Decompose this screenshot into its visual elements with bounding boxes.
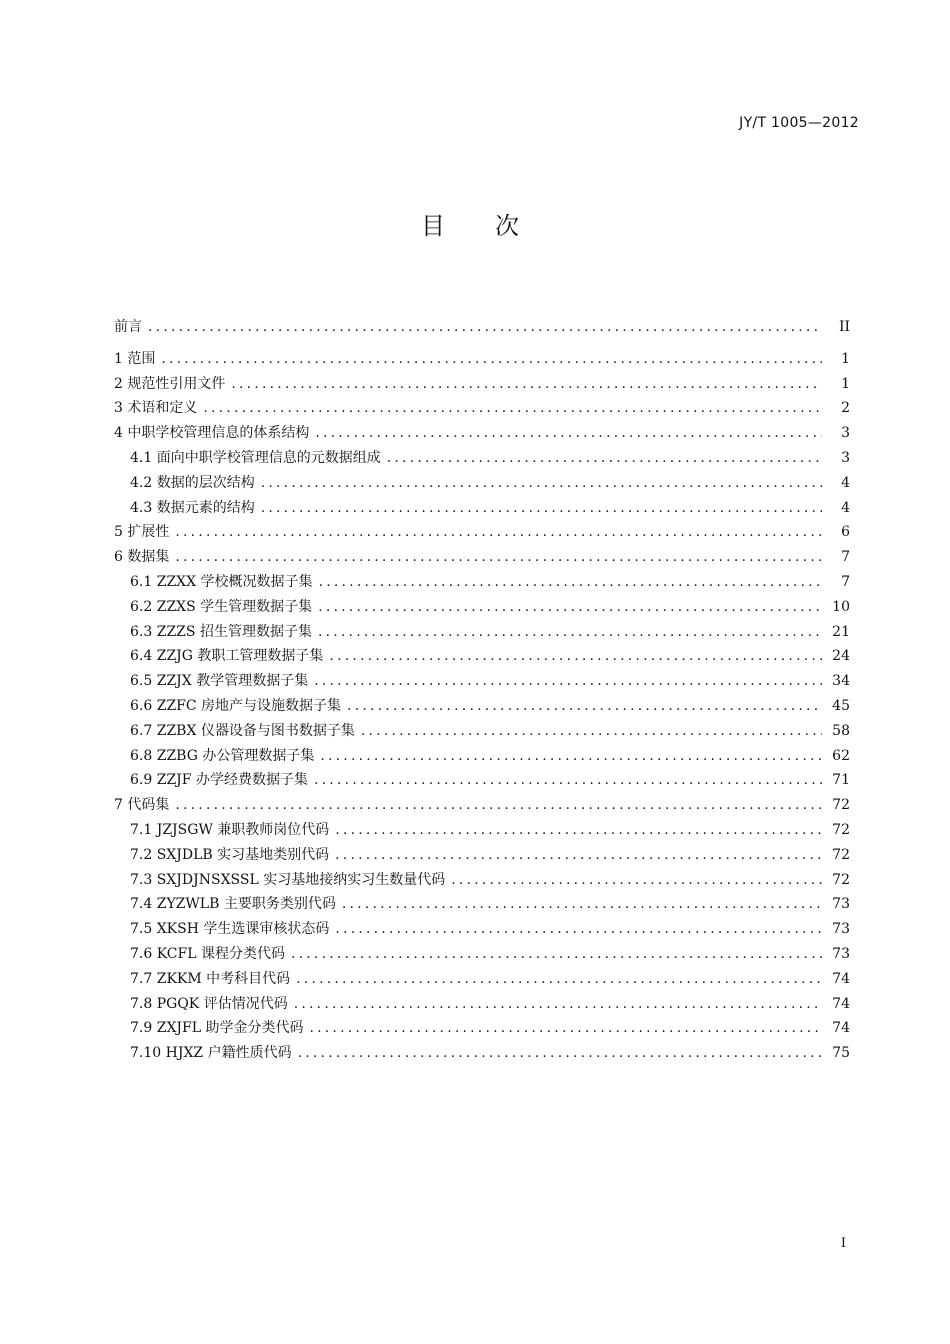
toc-subentry[interactable] (114, 497, 850, 522)
toc-subentry[interactable] (114, 596, 850, 621)
toc-entry-page: II (838, 319, 850, 335)
toc-leader-dots (175, 524, 822, 540)
toc-leader-dots (314, 772, 822, 788)
toc-entry[interactable] (114, 794, 850, 819)
toc-entry-page: 72 (832, 797, 850, 814)
toc-leader-dots (335, 921, 822, 937)
toc-leader-dots (318, 624, 822, 640)
toc-entry-page: 71 (832, 772, 850, 789)
page-title: 目次 (421, 212, 569, 240)
toc-entry-label: 4 中职学校管理信息的体系结构 (114, 425, 310, 442)
toc-entry-page: 1 (841, 375, 850, 392)
toc-entry-page: 34 (832, 673, 850, 690)
toc-entry-label: 6.9 ZZJF 办学经费数据子集 (130, 772, 308, 789)
toc-entry[interactable] (114, 348, 850, 373)
toc-entry-page: 1 (841, 350, 850, 367)
toc-leader-dots (335, 822, 822, 838)
toc-entry-page: 58 (832, 722, 850, 739)
toc-subentry[interactable] (114, 720, 850, 745)
toc-subentry[interactable] (114, 819, 850, 844)
toc-entry-label: 6.5 ZZJX 教学管理数据子集 (130, 673, 309, 690)
toc-leader-dots (291, 946, 822, 962)
toc-entry-page: 62 (832, 747, 850, 764)
toc-leader-dots (335, 847, 822, 863)
toc-entry-label: 7.8 PGQK 评估情况代码 (130, 995, 288, 1012)
toc-entry-label: 7.9 ZXJFL 助学金分类代码 (130, 1020, 304, 1037)
toc-entry-page: 73 (832, 896, 850, 913)
toc-subentry[interactable] (114, 769, 850, 794)
toc-entry-page: 21 (832, 623, 850, 640)
toc-subentry[interactable] (114, 447, 850, 472)
toc-entry-page: 4 (841, 474, 850, 491)
toc-entry[interactable] (114, 546, 850, 571)
toc-leader-dots (318, 599, 822, 615)
toc-entry-page: 72 (832, 821, 850, 838)
toc-entry-label: 7.5 XKSH 学生选课审核状态码 (130, 921, 330, 938)
toc-entry-label: 4.3 数据元素的结构 (130, 499, 255, 516)
toc-leader-dots (361, 723, 822, 739)
toc-entry-label: 7 代码集 (114, 797, 170, 814)
toc-entry-page: 3 (841, 449, 850, 466)
toc-leader-dots (261, 500, 822, 516)
toc-entry-label: 4.2 数据的层次结构 (130, 474, 255, 491)
table-of-contents (114, 316, 850, 1067)
toc-entry-label: 6.8 ZZBG 办公管理数据子集 (130, 747, 315, 764)
toc-leader-dots (387, 450, 822, 466)
toc-entry[interactable] (114, 373, 850, 398)
toc-entry-label: 6 数据集 (114, 549, 170, 566)
toc-entry-label: 7.4 ZYZWLB 主要职务类别代码 (130, 896, 336, 913)
toc-entry-label: 7.3 SXJDJNSXSSL 实习基地接纳实习生数量代码 (130, 871, 446, 888)
toc-leader-dots (298, 1045, 822, 1061)
toc-entry-page: 10 (832, 598, 850, 615)
toc-entry-label: 6.4 ZZJG 教职工管理数据子集 (130, 648, 324, 665)
toc-subentry[interactable] (114, 893, 850, 918)
toc-entry-label: 6.6 ZZFC 房地产与设施数据子集 (130, 697, 342, 714)
toc-leader-dots (296, 971, 822, 987)
toc-entry-page: 7 (841, 573, 850, 590)
toc-entry-page: 2 (841, 400, 850, 417)
toc-entry-page: 74 (832, 1020, 850, 1037)
toc-leader-dots (203, 400, 822, 416)
toc-entry-label: 3 术语和定义 (114, 400, 198, 417)
toc-subentry[interactable] (114, 670, 850, 695)
toc-entry-label: 2 规范性引用文件 (114, 375, 226, 392)
toc-entry-page: 24 (832, 648, 850, 665)
toc-subentry[interactable] (114, 918, 850, 943)
toc-leader-dots (347, 698, 822, 714)
toc-entry-page: 4 (841, 499, 850, 516)
toc-entry-label: 6.1 ZZXX 学校概况数据子集 (130, 573, 313, 590)
toc-subentry[interactable] (114, 745, 850, 770)
toc-subentry[interactable] (114, 695, 850, 720)
toc-entry-page: 73 (832, 945, 850, 962)
toc-entry-page: 75 (832, 1045, 850, 1062)
toc-entry-page: 72 (832, 846, 850, 863)
toc-subentry[interactable] (114, 993, 850, 1018)
toc-subentry[interactable] (114, 621, 850, 646)
toc-entry[interactable] (114, 397, 850, 422)
toc-entry-page: 6 (841, 524, 850, 541)
toc-subentry[interactable] (114, 645, 850, 670)
toc-entry-label: 6.7 ZZBX 仪器设备与图书数据子集 (130, 722, 355, 739)
toc-entry-page: 45 (832, 697, 850, 714)
toc-leader-dots (261, 475, 822, 491)
toc-leader-dots (342, 896, 822, 912)
toc-entry-page: 3 (841, 425, 850, 442)
toc-entry[interactable] (114, 316, 850, 341)
toc-entry-label: 7.2 SXJDLB 实习基地类别代码 (130, 846, 330, 863)
toc-entry-page: 74 (832, 995, 850, 1012)
toc-leader-dots (451, 872, 822, 888)
toc-subentry[interactable] (114, 943, 850, 968)
toc-entry[interactable] (114, 521, 850, 546)
toc-leader-dots (319, 574, 822, 590)
toc-entry-label: 7.6 KCFL 课程分类代码 (130, 945, 285, 962)
toc-leader-dots (148, 319, 822, 335)
toc-leader-dots (309, 1020, 822, 1036)
toc-leader-dots (161, 351, 822, 367)
toc-entry-label: 7.7 ZKKM 中考科目代码 (130, 970, 291, 987)
toc-entry-label: 6.2 ZZXS 学生管理数据子集 (130, 598, 313, 615)
toc-leader-dots (294, 996, 822, 1012)
toc-leader-dots (231, 376, 822, 392)
toc-entry-page: 72 (832, 871, 850, 888)
toc-entry-label: 4.1 面向中职学校管理信息的元数据组成 (130, 449, 381, 466)
toc-leader-dots (320, 748, 822, 764)
toc-subentry[interactable] (114, 968, 850, 993)
toc-subentry[interactable] (114, 844, 850, 869)
page-number: I (840, 1236, 846, 1251)
toc-leader-dots (314, 673, 822, 689)
toc-entry-label: 7.10 HJXZ 户籍性质代码 (130, 1045, 292, 1062)
toc-entry-page: 73 (832, 921, 850, 938)
document-code: JY/T 1005—2012 (739, 115, 859, 131)
toc-entry-page: 74 (832, 970, 850, 987)
toc-entry-label: 7.1 JZJSGW 兼职教师岗位代码 (130, 821, 330, 838)
toc-leader-dots (315, 425, 822, 441)
toc-leader-dots (175, 549, 822, 565)
toc-subentry[interactable] (114, 869, 850, 894)
toc-entry-page: 7 (841, 549, 850, 566)
toc-leader-dots (329, 648, 822, 664)
toc-subentry[interactable] (114, 1042, 850, 1067)
toc-entry-label: 前言 (114, 319, 142, 335)
toc-subentry[interactable] (114, 571, 850, 596)
toc-entry-label: 6.3 ZZZS 招生管理数据子集 (130, 623, 312, 640)
toc-subentry[interactable] (114, 472, 850, 497)
toc-subentry[interactable] (114, 1017, 850, 1042)
toc-entry-label: 1 范围 (114, 350, 156, 367)
toc-leader-dots (175, 797, 822, 813)
toc-entry[interactable] (114, 422, 850, 447)
toc-entry-label: 5 扩展性 (114, 524, 170, 541)
